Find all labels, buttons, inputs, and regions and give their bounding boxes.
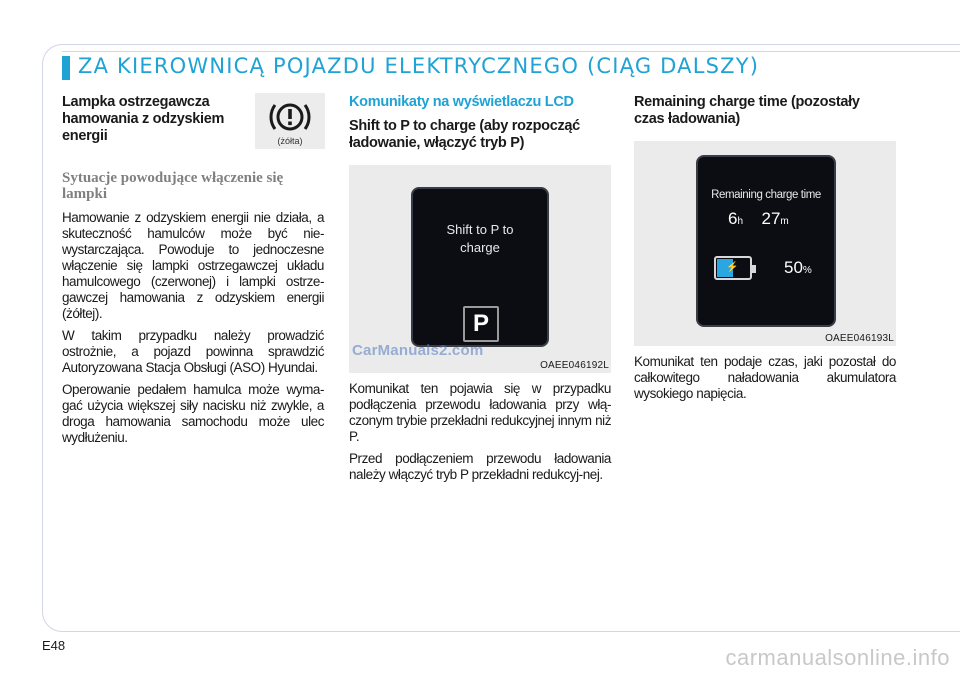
charging-bolt-icon: ⚡ bbox=[726, 262, 739, 273]
remaining-charge-figure bbox=[634, 141, 896, 346]
percent-value: 50 bbox=[784, 258, 803, 277]
heading-line: ładowanie, włączyć tryb P) bbox=[349, 135, 525, 151]
column-lcd-messages bbox=[349, 94, 611, 152]
screen-title: Remaining charge time bbox=[711, 189, 821, 201]
section-heading bbox=[62, 94, 250, 145]
column-lcd-messages-body bbox=[349, 381, 611, 483]
lcd-screen bbox=[411, 187, 549, 347]
paragraph: Hamowanie z odzyskiem energii nie działa, a skuteczność hamulców może być nie-wystarczająca. Powoduje to jednoczesne włączenie się lampki ostrzegawczej układu hamulcowego (czerwonej) i lampki ostrze-gawczej hamowania z odzyskiem energii (żółtej). bbox=[62, 210, 324, 321]
heading-line: energii bbox=[62, 128, 108, 144]
paragraph: Przed podłączeniem przewodu ładowania należy włączyć tryb P przekładni redukcyj-nej. bbox=[349, 451, 611, 482]
paragraph: W takim przypadku należy prowadzić ostrożnie, a pojazd powinna sprawdzić Autoryzowana Stacja Obsługi (ASO) Hyundai. bbox=[62, 328, 324, 375]
warning-light-figure bbox=[255, 93, 325, 149]
time-readout bbox=[728, 209, 789, 229]
message-heading bbox=[349, 118, 611, 152]
heading-line: Shift to P to charge (aby rozpocząć bbox=[349, 118, 580, 134]
battery-charging-icon bbox=[714, 256, 752, 280]
minutes-value: 27 bbox=[761, 209, 781, 228]
screen-text-line: charge bbox=[460, 240, 500, 255]
column-remaining-charge bbox=[634, 94, 896, 128]
header-rule bbox=[62, 51, 960, 52]
screen-text-line: Shift to P to bbox=[446, 222, 514, 237]
screen-message bbox=[413, 221, 547, 257]
subheading bbox=[62, 170, 324, 202]
paragraph: Komunikat ten pojawia się w przypadku podłączenia przewodu ładowania przy włą-czonym trybie przekładni redukcyjnej innym niż P. bbox=[349, 381, 611, 444]
heading-line: Remaining charge time (pozostały bbox=[634, 94, 860, 110]
heading-line: Lampka ostrzegawcza bbox=[62, 94, 210, 110]
section-title: Komunikaty na wyświetlaczu LCD bbox=[349, 94, 574, 110]
battery-terminal bbox=[752, 265, 756, 273]
subheading-line: lampki bbox=[62, 186, 108, 202]
paragraph: Operowanie pedałem hamulca może wyma-gać użycia większej siły nacisku niż zwykle, a droga hamowania samochodu może ulec wydłużeniu. bbox=[62, 382, 324, 445]
lcd-screen bbox=[696, 155, 836, 327]
gear-indicator: P bbox=[463, 306, 499, 342]
figure-code: OAEE046193L bbox=[825, 333, 894, 344]
header-accent-bar bbox=[62, 56, 70, 80]
hours-unit: h bbox=[737, 216, 744, 227]
watermark-bottom: carmanualsonline.info bbox=[725, 645, 950, 670]
warning-exclamation-icon bbox=[267, 97, 313, 137]
minutes-unit: m bbox=[780, 216, 789, 227]
percent-readout bbox=[784, 258, 812, 278]
icon-caption: (żółta) bbox=[277, 135, 303, 146]
column-remaining-charge-body bbox=[634, 354, 896, 402]
page-header-title: ZA KIEROWNICĄ POJAZDU ELEKTRYCZNEGO (CIĄG DALSZY) bbox=[78, 53, 760, 79]
percent-unit: % bbox=[802, 265, 812, 276]
message-heading bbox=[634, 94, 896, 128]
page-number: E48 bbox=[42, 638, 66, 653]
paragraph: Komunikat ten podaje czas, jaki pozostał do całkowitego naładowania akumulatora wysokiego napięcia. bbox=[634, 354, 896, 401]
heading-line: czas ładowania) bbox=[634, 111, 740, 127]
figure-code: OAEE046192L bbox=[540, 360, 609, 371]
watermark-site: CarManuals2.com bbox=[352, 342, 484, 359]
column-brake-warning-body bbox=[62, 170, 324, 446]
column-brake-warning bbox=[62, 94, 250, 145]
hours-value: 6 bbox=[728, 209, 738, 228]
heading-line: hamowania z odzyskiem bbox=[62, 111, 225, 127]
subheading-line: Sytuacje powodujące włączenie się bbox=[62, 170, 284, 186]
